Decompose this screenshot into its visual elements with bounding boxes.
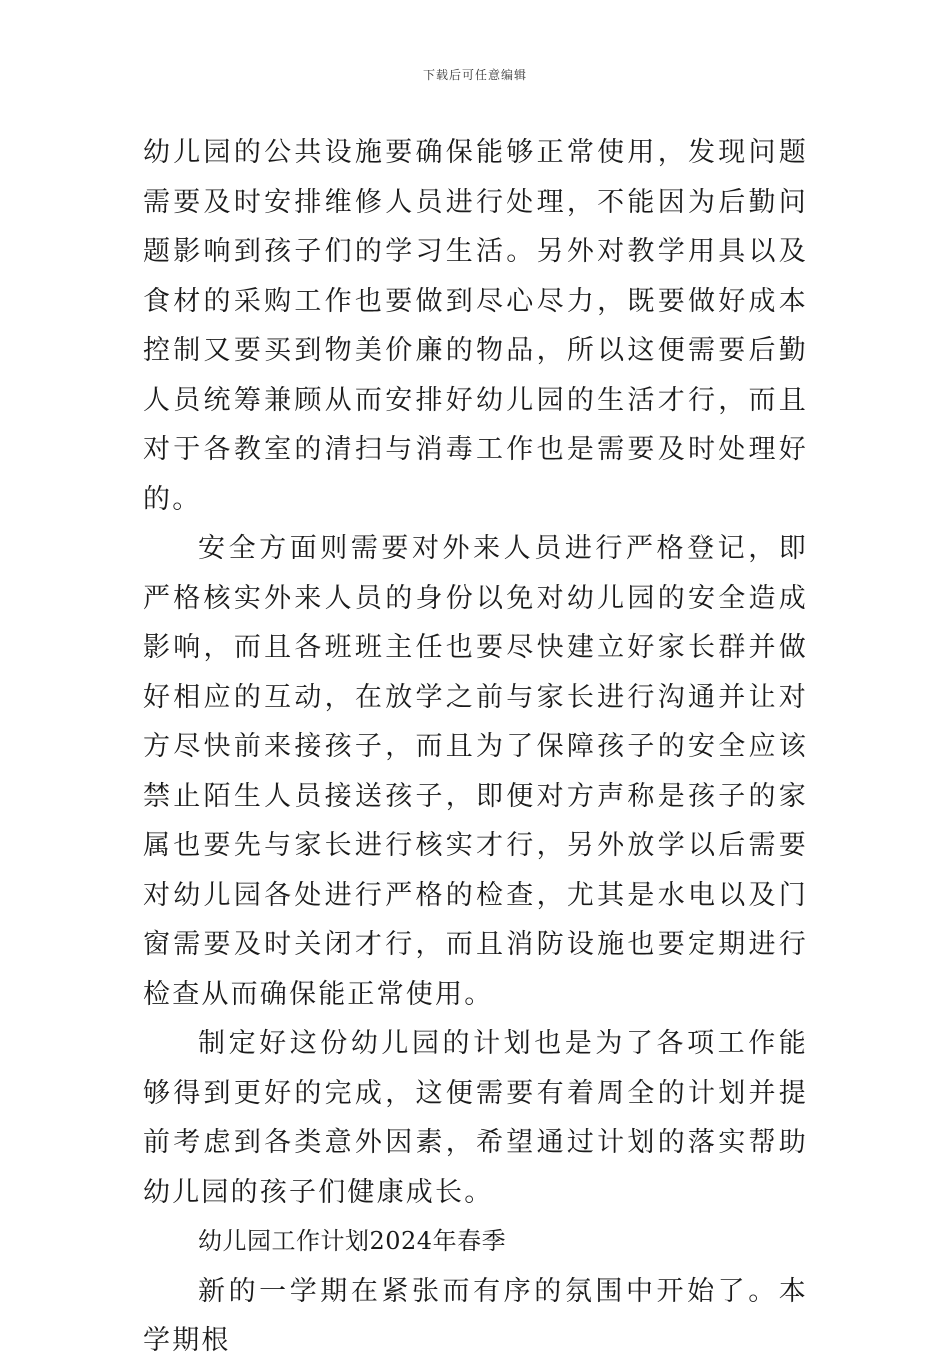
document-body xyxy=(143,128,808,1366)
paragraph-safety: 安全方面则需要对外来人员进行严格登记，即严格核实外来人员的身份以免对幼儿园的安全造成影响，而且各班班主任也要尽快建立好家长群并做好相应的互动，在放学之前与家长进行沟通并让对方尽快前来接孩子，而且为了保障孩子的安全应该禁止陌生人员接送孩子，即便对方声称是孩子的家属也要先与家长进行核实才行，另外放学以后需要对幼儿园各处进行严格的检查，尤其是水电以及门窗需要及时关闭才行，而且消防设施也要定期进行检查从而确保能正常使用。 xyxy=(143,533,808,1010)
paragraph-conclusion: 制定好这份幼儿园的计划也是为了各项工作能够得到更好的完成，这便需要有着周全的计划并提前考虑到各类意外因素，希望通过计划的落实帮助幼儿园的孩子们健康成长。 xyxy=(143,1028,808,1208)
section-heading: 幼儿园工作计划2024年春季 xyxy=(198,1227,507,1255)
paragraph-facilities: 幼儿园的公共设施要确保能够正常使用，发现问题需要及时安排维修人员进行处理，不能因为后勤问题影响到孩子们的学习生活。另外对教学用具以及食材的采购工作也要做到尽心尽力，既要做好成本控制又要买到物美价廉的物品，所以这便需要后勤人员统筹兼顾从而安排好幼儿园的生活才行，而且对于各教室的清扫与消毒工作也是需要及时处理好的。 xyxy=(143,137,808,515)
header-note: 下载后可任意编辑 xyxy=(422,68,527,82)
paragraph-intro: 新的一学期在紧张而有序的氛围中开始了。本学期根 xyxy=(143,1275,808,1356)
